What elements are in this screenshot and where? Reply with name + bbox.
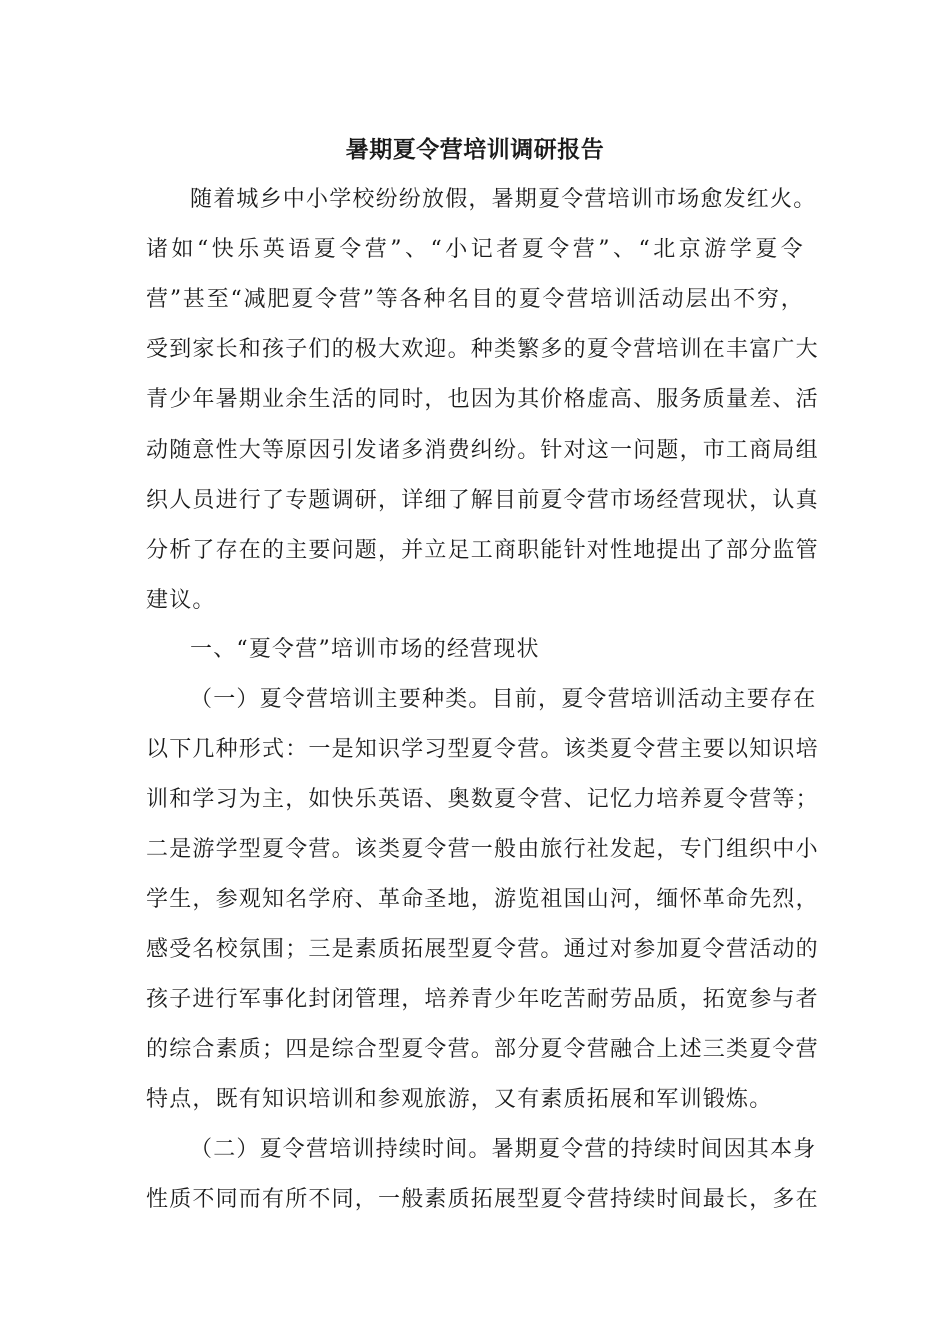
paragraph-line: （二）夏令营培训持续时间。暑期夏令营的持续时间因其本身 xyxy=(190,1137,817,1162)
paragraph-line: 性质不同而有所不同，一般素质拓展型夏令营持续时间最长，多在 xyxy=(146,1187,819,1212)
paragraph-line: 动随意性大等原因引发诸多消费纠纷。针对这一问题，市工商局组 xyxy=(146,438,819,463)
paragraph-line: 织人员进行了专题调研，详细了解目前夏令营市场经营现状，认真 xyxy=(146,488,819,513)
paragraph-line: 训和学习为主，如快乐英语、奥数夏令营、记忆力培养夏令营等； xyxy=(146,787,819,812)
section-heading: 一、“夏令营”培训市场的经营现状 xyxy=(190,637,540,662)
paragraph-line: 随着城乡中小学校纷纷放假，暑期夏令营培训市场愈发红火。 xyxy=(190,187,817,212)
paragraph-line: 以下几种形式：一是知识学习型夏令营。该类夏令营主要以知识培 xyxy=(146,737,819,762)
paragraph-line: 感受名校氛围；三是素质拓展型夏令营。通过对参加夏令营活动的 xyxy=(146,937,819,962)
paragraph-line: 二是游学型夏令营。该类夏令营一般由旅行社发起，专门组织中小 xyxy=(146,837,819,862)
paragraph-line: 分析了存在的主要问题，并立足工商职能针对性地提出了部分监管 xyxy=(146,538,819,563)
paragraph-line: 孩子进行军事化封闭管理，培养青少年吃苦耐劳品质，拓宽参与者 xyxy=(146,987,819,1012)
paragraph-line: 青少年暑期业余生活的同时，也因为其价格虚高、服务质量差、活 xyxy=(146,387,819,412)
paragraph-line: 诸如“快乐英语夏令营”、“小记者夏令营”、“北京游学夏令 xyxy=(146,237,804,262)
paragraph-line: 营”甚至“减肥夏令营”等各种名目的夏令营培训活动层出不穷， xyxy=(146,287,804,312)
paragraph-line: （一）夏令营培训主要种类。目前，夏令营培训活动主要存在 xyxy=(190,687,817,712)
paragraph-line: 特点，既有知识培训和参观旅游，又有素质拓展和军训锻炼。 xyxy=(146,1087,773,1112)
paragraph-line: 受到家长和孩子们的极大欢迎。种类繁多的夏令营培训在丰富广大 xyxy=(146,337,819,362)
document-title: 暑期夏令营培训调研报告 xyxy=(345,137,605,163)
paragraph-line: 建议。 xyxy=(146,588,216,613)
paragraph-line: 学生，参观知名学府、革命圣地，游览祖国山河，缅怀革命先烈， xyxy=(146,887,819,912)
paragraph-line: 的综合素质；四是综合型夏令营。部分夏令营融合上述三类夏令营 xyxy=(146,1037,819,1062)
